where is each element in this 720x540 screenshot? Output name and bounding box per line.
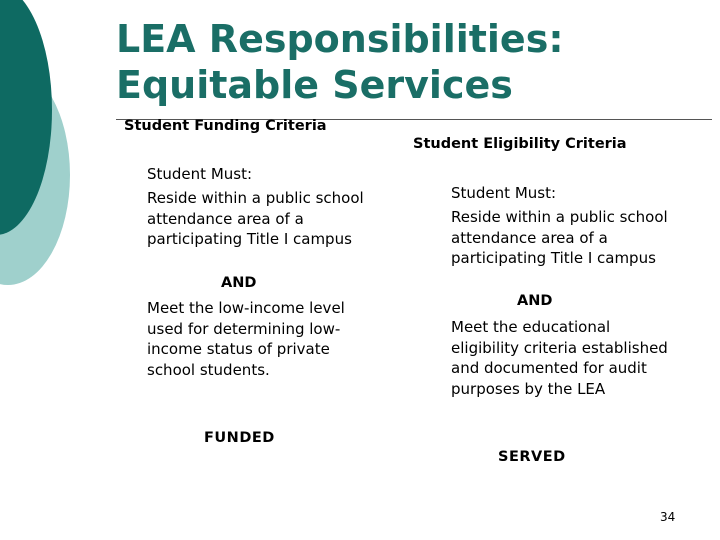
right-criterion-2-text: Meet the educational eligibility criteria established and documented for audit purposes by the LEA — [451, 318, 668, 398]
right-result-served: SERVED — [498, 449, 566, 465]
right-criterion-1 — [451, 207, 671, 269]
right-column-heading: Student Eligibility Criteria — [413, 136, 627, 152]
left-criterion-1 — [147, 188, 367, 250]
left-must-label: Student Must: — [147, 165, 253, 183]
right-criterion-1-text: Reside within a public school attendance area of a participating Title I campus — [451, 208, 668, 267]
left-criterion-2 — [147, 298, 367, 380]
title-line-1: LEA Responsibilities: — [116, 17, 564, 61]
slide-title — [116, 16, 706, 108]
right-and-label: AND — [517, 293, 553, 309]
right-criterion-2 — [451, 317, 671, 399]
left-column-heading: Student Funding Criteria — [124, 118, 327, 134]
right-must-label: Student Must: — [451, 184, 557, 202]
page-number: 34 — [660, 510, 676, 524]
left-and-label: AND — [221, 275, 257, 291]
left-criterion-1-text: Reside within a public school attendance area of a participating Title I campus — [147, 189, 364, 248]
decorative-circles — [0, 0, 120, 300]
left-result-funded: FUNDED — [204, 430, 275, 446]
left-criterion-2-text: Meet the low-income level used for determining low-income status of private school students. — [147, 299, 345, 379]
title-line-2: Equitable Services — [116, 63, 513, 107]
